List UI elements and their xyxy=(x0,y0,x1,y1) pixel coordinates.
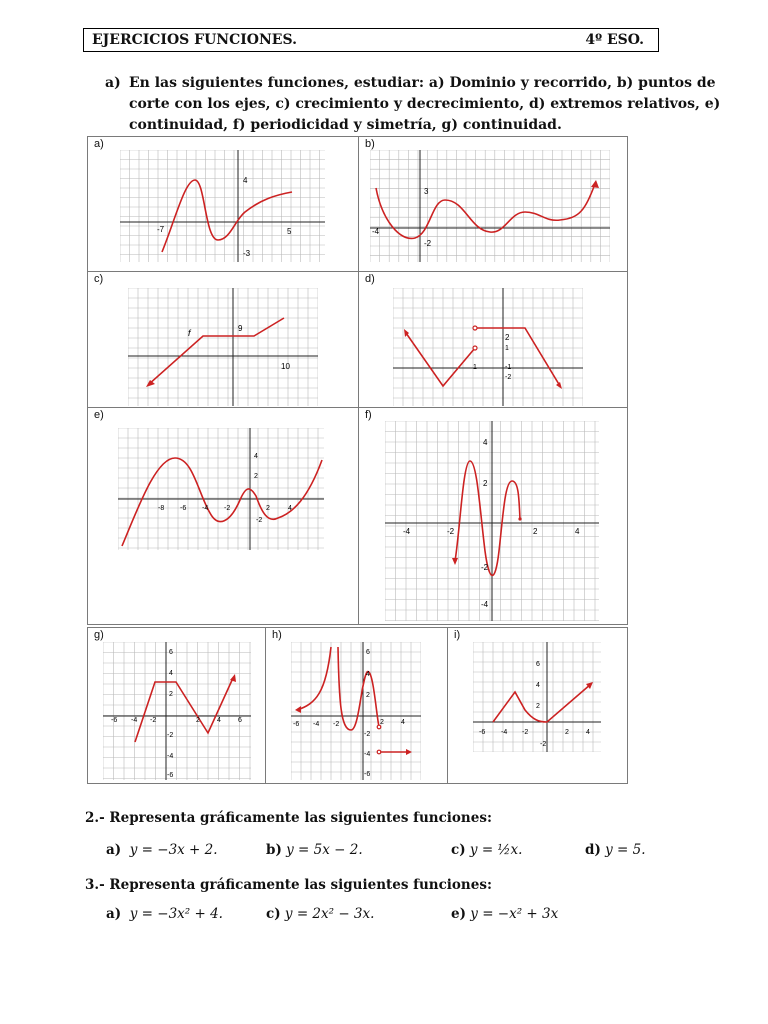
item-label: e) xyxy=(451,906,466,922)
exercise-2-item-d xyxy=(585,842,646,858)
exercise-3-item-c xyxy=(266,906,374,922)
arrowhead-c xyxy=(146,380,155,387)
graph-label-c: c) xyxy=(94,273,104,285)
tick-label: 4 xyxy=(483,438,488,447)
curve-d-right xyxy=(475,328,560,386)
tick-label: f xyxy=(188,328,191,338)
tick-label: 4 xyxy=(254,453,258,460)
tick-label: 2 xyxy=(483,479,488,488)
curve-e xyxy=(122,458,322,546)
exercise-1-text: En las siguientes funciones, estudiar: a) Dominio y recorrido, b) puntos de corte con los ejes, c) crecimiento y decrecimiento, d) extremos relativos, e) continuidad, f) periodicidad y simetría, g) continuidad. xyxy=(129,75,721,133)
graph-label-h: h) xyxy=(272,629,282,641)
tick-label: 2 xyxy=(196,717,200,724)
tick-label: 6 xyxy=(366,649,370,656)
item-label: c) xyxy=(451,842,466,858)
tick-label: -2 xyxy=(424,239,432,248)
item-label: c) xyxy=(266,906,281,922)
tick-label: -2 xyxy=(364,731,371,738)
tick-label: 1 xyxy=(473,364,477,371)
tick-label: -4 xyxy=(372,227,380,236)
tick-label: 2 xyxy=(536,703,540,710)
item-label: a) xyxy=(106,842,122,858)
tick-label: -2 xyxy=(167,732,174,739)
graph-label-i: i) xyxy=(454,629,461,641)
exercise-3-item-e xyxy=(451,906,558,922)
exercise-2-item-c xyxy=(451,842,522,858)
item-label: a) xyxy=(106,906,122,922)
exercise-2-item-b xyxy=(266,842,363,858)
tick-label: -4 xyxy=(481,600,489,609)
tick-label: -4 xyxy=(131,717,138,724)
tick-label: 2 xyxy=(366,692,370,699)
item-label: d) xyxy=(585,842,601,858)
curve-a xyxy=(162,180,292,252)
tick-label: -6 xyxy=(479,729,486,736)
tick-label: -3 xyxy=(243,249,251,258)
course-level: 4º ESO. xyxy=(585,32,644,48)
item-label: b) xyxy=(266,842,282,858)
tick-label: 2 xyxy=(254,473,258,480)
graph-c xyxy=(128,288,318,406)
tick-label: 4 xyxy=(288,505,292,512)
tick-label: -2 xyxy=(150,717,157,724)
item-formula: y = −3x + 2. xyxy=(129,842,218,858)
tick-label: 4 xyxy=(169,670,173,677)
item-formula: y = ½x. xyxy=(469,842,523,858)
tick-label: 4 xyxy=(401,719,405,726)
tick-label: 2 xyxy=(533,527,538,536)
tick-label: 10 xyxy=(281,362,290,371)
tick-label: -2 xyxy=(333,721,340,728)
curve-f xyxy=(455,461,520,575)
tick-label: -2 xyxy=(224,505,231,512)
graph-g xyxy=(103,642,251,780)
tick-label: -8 xyxy=(158,505,165,512)
tick-label: -2 xyxy=(522,729,529,736)
tick-label: 9 xyxy=(238,324,243,333)
tick-label: -1 xyxy=(505,364,512,371)
tick-label: -4 xyxy=(202,505,209,512)
tick-label: 2 xyxy=(266,505,270,512)
tick-label: -4 xyxy=(313,721,320,728)
item-formula: y = −3x² + 4. xyxy=(129,906,223,922)
tick-label: -6 xyxy=(180,505,187,512)
exercise-3-title: 3.- Representa gráficamente las siguientes funciones: xyxy=(85,877,492,893)
tick-label: -6 xyxy=(167,772,174,779)
tick-label: -2 xyxy=(481,563,489,572)
tick-label: -4 xyxy=(501,729,508,736)
tick-label: 6 xyxy=(169,649,173,656)
graph-label-g: g) xyxy=(94,629,104,641)
graph-d xyxy=(393,288,583,406)
tick-label: -7 xyxy=(157,225,165,234)
exercise-1-marker: a) xyxy=(105,75,121,91)
curve-i xyxy=(493,684,591,722)
tick-label: -6 xyxy=(364,771,371,778)
worksheet-header xyxy=(83,28,659,52)
tick-label: 4 xyxy=(575,527,580,536)
item-formula: y = 5. xyxy=(605,842,646,858)
tick-label: 6 xyxy=(536,661,540,668)
tick-label: -4 xyxy=(403,527,411,536)
tick-label: 2 xyxy=(380,719,384,726)
item-formula: y = 5x − 2. xyxy=(286,842,363,858)
exercise-2-item-a xyxy=(106,842,218,858)
tick-label: -6 xyxy=(111,717,118,724)
worksheet-title: EJERCICIOS FUNCIONES. xyxy=(92,32,297,48)
tick-label: 6 xyxy=(238,717,242,724)
tick-label: 4 xyxy=(366,671,370,678)
graph-e xyxy=(118,428,324,550)
graph-label-e: e) xyxy=(94,409,104,421)
exercise-1-statement xyxy=(105,73,735,136)
tick-label: -2 xyxy=(505,374,512,381)
graph-label-f: f) xyxy=(365,409,372,421)
tick-label: 4 xyxy=(217,717,221,724)
graph-label-a: a) xyxy=(94,138,104,150)
tick-label: -2 xyxy=(256,517,263,524)
tick-label: -6 xyxy=(293,721,300,728)
tick-label: 4 xyxy=(243,176,248,185)
tick-label: -4 xyxy=(364,751,371,758)
item-formula: y = −x² + 3x xyxy=(470,906,559,922)
tick-label: 4 xyxy=(536,682,540,689)
tick-label: -2 xyxy=(540,741,547,748)
tick-label: 2 xyxy=(505,333,510,342)
graph-h xyxy=(291,642,421,780)
tick-label: 3 xyxy=(424,187,429,196)
tick-label: 2 xyxy=(565,729,569,736)
tick-label: 5 xyxy=(287,227,292,236)
curve-h-left xyxy=(297,647,331,710)
graph-f xyxy=(385,421,599,621)
graph-label-d: d) xyxy=(365,273,375,285)
exercise-3-item-a xyxy=(106,906,223,922)
tick-label: 2 xyxy=(169,691,173,698)
item-formula: y = 2x² − 3x. xyxy=(284,906,375,922)
graph-label-b: b) xyxy=(365,138,375,150)
graph-a xyxy=(120,150,325,262)
curve-h-mid xyxy=(338,647,379,730)
tick-label: 4 xyxy=(586,729,590,736)
graph-i xyxy=(473,642,601,752)
tick-label: 1 xyxy=(505,345,509,352)
tick-label: -2 xyxy=(447,527,455,536)
arrowhead-b xyxy=(591,180,599,188)
tick-label: -4 xyxy=(167,753,174,760)
exercise-2-title: 2.- Representa gráficamente las siguientes funciones: xyxy=(85,810,492,826)
graph-b xyxy=(370,150,610,262)
arrowhead-f-left xyxy=(452,558,458,565)
